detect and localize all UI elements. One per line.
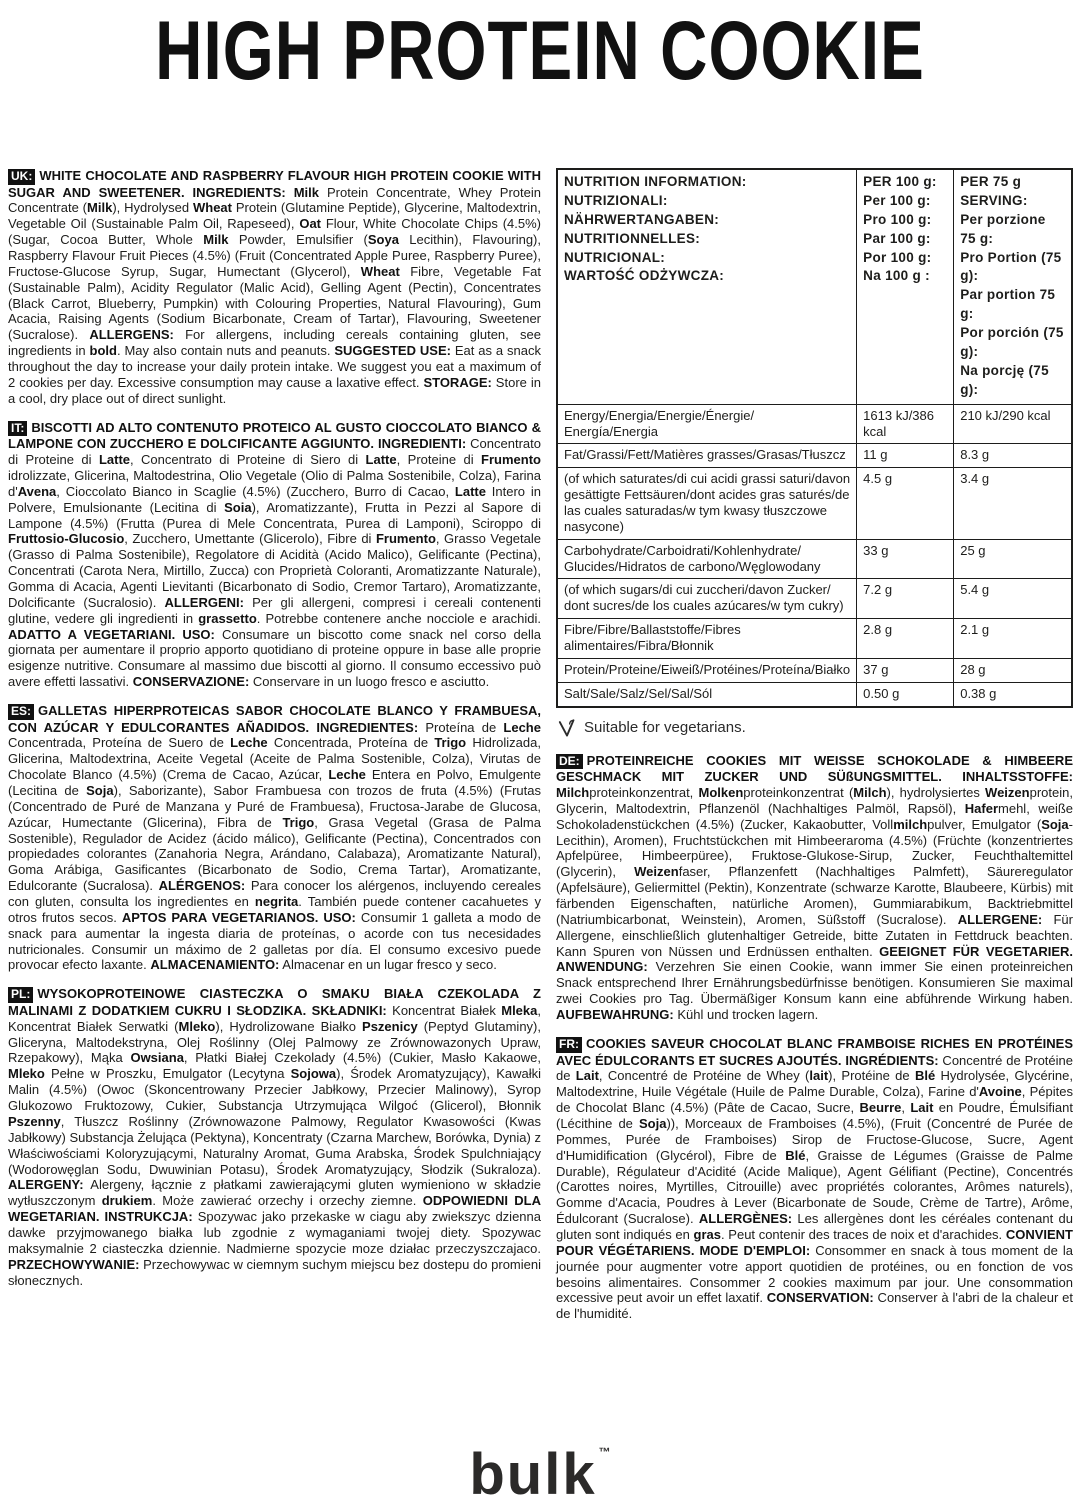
value-per-100g: 2.8 g bbox=[857, 619, 954, 659]
nutrient-label: Fat/Grassi/Fett/Matières grasses/Grasas/Tłuszcz bbox=[557, 444, 857, 468]
nutrition-row bbox=[557, 539, 1072, 579]
lang-badge-fr: FR: bbox=[556, 1037, 582, 1053]
value-per-100g: 7.2 g bbox=[857, 579, 954, 619]
value-per-100g: 1613 kJ/386 kcal bbox=[857, 404, 954, 444]
left-column bbox=[8, 168, 541, 1301]
lang-badge-pl: PL: bbox=[8, 987, 33, 1003]
value-per-100g: 11 g bbox=[857, 444, 954, 468]
nutrition-table bbox=[556, 168, 1073, 708]
brand-logo bbox=[0, 1442, 1080, 1507]
lang-badge-it: IT: bbox=[8, 421, 27, 437]
trademark-symbol: ™ bbox=[598, 1445, 611, 1460]
ingredients-text-de: PROTEINREICHE COOKIES MIT WEISSE SCHOKOLADE & HIMBEERE GESCHMACK MIT ZUCKER UND SÜßUNGSMITTEL. INHALTSSTOFFE: Milchproteinkonzentrat, Molkenproteinkonzentrat (Milch), hydrolysiertes Weizenprotein, Glycerin, Maltodextrin, Pflanzenöl (Nachhaltiges Palmöl, Rapsöl), Hafermehl, weiße Schokoladenstückchen (4.5%) (Zucker, Kakaobutter, Vollmilchpulver, Emulgator (Soja-Lecithin), Aromen), Fruchtstückchen mit Himbeeraroma (4.5%) (Früchte (konzentriertes Apfelpüree, Himbeerpüree), Fruktose-Glukose-Sirup, Zucker, Feuchthaltemittel (Glycerin), Weizenfaser, Pflanzenfett (Nachhaltiges Palmfett), Säureregulator (Apfelsäure), Geliermittel (Pektin), Konzentrate (schwarze Karotte, Blaubeere, Kürbis) mit färbenden Eigenschaften, natürliche Aromen), Gummiarabikum, Backtriebmittel (Natriumbicarbonat, Weinstein), Aromen, Süßstoff (Sucralose). ALLERGENE: Für Allergene, einschließlich glutenhaltiger Getreide, bitte Zutaten in Fettdruck beachten. Kann Spuren von Nüssen und Erdnüssen enthalten. GEEIGNET FÜR VEGETARIER. ANWENDUNG: Verzehren Sie einen Cookie, wann immer Sie einen proteinreichen Snack entsprechend Ihrer Ernährungsbedürfnisse benötigen. Konsumieren Sie maximal zwei Cookies pro Tag. Übermäßiger Konsum kann eine abführende Wirkung haben. AUFBEWAHRUNG: Kühl und trocken lagern. bbox=[556, 752, 1073, 1023]
ingredients-section-es bbox=[8, 703, 541, 973]
nutrient-label: (of which saturates/di cui acidi grassi saturi/davon gesättigte Fettsäuren/dont acides gras saturés/de las cuales saturadas/w tym kwasy tłuszczowe nasycone) bbox=[557, 468, 857, 539]
ingredients-section-fr bbox=[556, 1036, 1073, 1322]
nutrient-label: Fibre/Fibre/Ballaststoffe/Fibres alimentaires/Fibra/Błonnik bbox=[557, 619, 857, 659]
nutrition-row bbox=[557, 579, 1072, 619]
table-header-line: Por porción (75 g): bbox=[960, 325, 1064, 360]
value-per-75g: 8.3 g bbox=[954, 444, 1072, 468]
nutrition-row bbox=[557, 619, 1072, 659]
table-header-line: Per 100 g: bbox=[863, 192, 931, 208]
nutrient-label: Energy/Energia/Energie/Énergie/ Energía/Energia bbox=[557, 404, 857, 444]
ingredients-section-it bbox=[8, 420, 541, 690]
table-header-line: Par portion 75 g: bbox=[960, 287, 1056, 322]
value-per-75g: 28 g bbox=[954, 658, 1072, 682]
nutrient-label: Protein/Proteine/Eiweiß/Protéines/Proteína/Białko bbox=[557, 658, 857, 682]
ingredients-section-pl bbox=[8, 986, 541, 1288]
nutrition-header-per-75g-serving bbox=[954, 169, 1072, 404]
value-per-100g: 33 g bbox=[857, 539, 954, 579]
value-per-75g: 210 kJ/290 kcal bbox=[954, 404, 1072, 444]
lang-badge-uk: UK: bbox=[8, 169, 35, 185]
table-header-line: Per porzione 75 g: bbox=[960, 211, 1046, 246]
nutrition-row bbox=[557, 468, 1072, 539]
ingredients-text-it: BISCOTTI AD ALTO CONTENUTO PROTEICO AL GUSTO CIOCCOLATO BIANCO & LAMPONE CON ZUCCHERO E DOLCIFICANTE AGGIUNTO. INGREDIENTI: Concentrato di Proteine di Latte, Concentrato di Proteine di Siero di Latte, Proteine di Frumento idrolizzate, Glicerina, Maltodestrina, Olio Vegetale (Olio di Palma Sostenibile, Colza), Farina d'Avena, Cioccolato Bianco in Scaglie (4.5%) (Zucchero, Burro di Cacao, Latte Intero in Polvere, Emulsionante (Lecitina di Soia), Aromatizzante), Frutta in Pezzi al Sapore di Lampone (4.5%) (Frutta (Purea di Mele Concentrata, Purea di Lamponi), Sciroppo di Fruttosio-Glucosio, Zucchero, Umettante (Glicerolo), Fibre di Frumento, Grasso Vegetale (Grasso di Palma Sostenibile), Regolatore di Acidità (Acido Malico), Gelificante (Pectina), Concentrati (Carota Nera, Mirtillo, Zucca) con Proprietà Coloranti, Aromatizzante Naturale), Gomma di Acacia, Agenti Lievitanti (Bicarbonato di Sodio, Cremor Tartaro), Aromatizzante, Dolcificante (Sucralosio). ALLERGENI: Per gli allergeni, compresi i cereali contenenti glutine, vedere gli ingredienti in grassetto. Potrebbe contenere anche nocciole e arachidi. ADATTO A VEGETARIANI. USO: Consumare un biscotto come snack nel corso della giornata per aumentare il proprio apporto quotidiano di proteine oppure in base alle proprie esigenze nutritive. Consumare al massimo due biscotti al giorno. Il consumo eccessivo può avere effetti lassativi. CONSERVAZIONE: Conservare in un luogo fresco e asciutto. bbox=[8, 419, 542, 690]
brand-logo-text: bulk bbox=[469, 1442, 597, 1507]
vegetarian-text: Suitable for vegetarians. bbox=[584, 718, 746, 736]
value-per-75g: 3.4 g bbox=[954, 468, 1072, 539]
ingredients-text-pl: WYSOKOPROTEINOWE CIASTECZKA O SMAKU BIAŁA CZEKOLADA Z MALINAMI Z DODATKIEM CUKRU I SŁODZIKA. SKŁADNIKI: Koncentrat Białek Mleka, Koncentrat Białek Serwatki (Mleko), Hydrolizowane Białko Pszenicy (Peptyd Glutaminy), Gliceryna, Maltodekstryna, Olej Roślinny (Olej Palmowy ze Zrównowazonych Upraw, Rzepakowy), Mąka Owsiana, Płatki Białej Czekolady (4.5%) (Cukier, Masło Kakaowe, Mleko Pełne w Proszku, Emulgator (Lecytyna Sojowa), Środek Aromatyzujący), Kawałki Malin (4.5%) (Owoc (Skoncentrowany Przecier Jabłkowy, Przecier Malinowy), Syrop Glukozowo Fruktozowy, Cukier, Substancja Utrzymująca Wilgoć (Glicerol), Błonnik Pszenny, Tłuszcz Roślinny (Zrównowazone Palmowy, Regulator Kwasowości (Kwas Jabłkowy) Substancja Żelująca (Pektyna), Koncentraty (Czarna Marchew, Borówka, Dynia) z Właściwościami Koloryzującymi, Naturalny Aromat, Guma Arabska, Środek Spulchniający (Wodorowęglan Sodu, Dwuwinian Potasu), Środek Aromatyzujący, Słodzik (Sukraloza). ALERGENY: Alergeny, łącznie z płatkami zawierającymi gluten wymieniono w składzie wytłuszczonym drukiem. Może zawierać orzechy i orzechy ziemne. ODPOWIEDNI DLA WEGETARIAN. INSTRUKCJA: Spozywac jako przekaske w ciagu aby zwiekszyc dzienna dawke przyjmowanego białka lub zgodnie z wymaganiami twojej diety. Spozywac maksymalnie 2 ciasteczka dziennie. Nadmierne spozycie moze działac przeczyszczajaco. PRZECHOWYWANIE: Przechowywac w ciemnym suchym miejscu bez dostepu do promieni słonecznych. bbox=[8, 986, 541, 1288]
nutrition-table-header bbox=[557, 169, 1072, 404]
value-per-100g: 4.5 g bbox=[857, 468, 954, 539]
nutrition-table-body bbox=[557, 404, 1072, 706]
table-header-line: NUTRIZIONALI: bbox=[564, 192, 668, 208]
value-per-75g: 5.4 g bbox=[954, 579, 1072, 619]
lang-badge-de: DE: bbox=[556, 754, 583, 770]
table-header-line: Pro 100 g: bbox=[863, 211, 932, 227]
ingredients-section-de bbox=[556, 753, 1073, 1023]
ingredients-text-uk: WHITE CHOCOLATE AND RASPBERRY FLAVOUR HIGH PROTEIN COOKIE WITH SUGAR AND SWEETENER. INGREDIENTS: Milk Protein Concentrate, Whey Protein Concentrate (Milk), Hydrolysed Wheat Protein (Glutamine Peptide), Glycerine, Maltodextrin, Vegetable Oil (Sustainable Palm Oil, Rapeseed), Oat Flour, White Chocolate Chips (4.5%) (Sugar, Cocoa Butter, Whole Milk Powder, Emulsifier (Soya Lecithin), Flavouring), Raspberry Flavour Fruit Pieces (4.5%) (Fruit (Concentrated Apple Puree, Raspberry Puree), Fructose-Glucose Syrup, Sugar, Humectant (Glycerol), Wheat Fibre, Vegetable Fat (Sustainable Palm), Acidity Regulator (Malic Acid), Gelling Agent (Pectin), Concentrates (Black Carrot, Blueberry, Pumpkin) with Colouring Properties, Natural Flavouring), Gum Acacia, Raising Agents (Sodium Bicarbonate, Cream of Tartar), Flavouring, Sweetener (Sucralose). ALLERGENS: For allergens, including cereals containing gluten, see ingredients in bold. May also contain nuts and peanuts. SUGGESTED USE: Eat as a snack throughout the day to increase your daily protein intake. We suggest you eat a maximum of 2 cookies per day. Excessive consumption may cause a laxative effect. STORAGE: Store in a cool, dry place out of direct sunlight. bbox=[8, 168, 541, 406]
table-header-line: NUTRITIONNELLES: bbox=[564, 230, 701, 246]
nutrient-label: Carbohydrate/Carboidrati/Kohlenhydrate/ Glucides/Hidratos de carbono/Węglowodany bbox=[557, 539, 857, 579]
nutrition-row bbox=[557, 658, 1072, 682]
value-per-75g: 0.38 g bbox=[954, 682, 1072, 706]
vegetarian-note bbox=[558, 718, 1073, 737]
table-header-line: Par 100 g: bbox=[863, 230, 931, 246]
ingredients-text-es: GALLETAS HIPERPROTEICAS SABOR CHOCOLATE BLANCO Y FRAMBUESA, CON AZÚCAR Y EDULCORANTES AÑADIDOS. INGREDIENTES: Proteína de Leche Concentrada, Proteína de Suero de Leche Concentrada, Proteína de Trigo Hidrolizada, Glicerina, Maltodextrina, Aceite Vegetal (Aceite de Palma Sostenible, Colza), Virutas de Chocolate Blanco (4.5%) (Crema de Cacao, Azúcar, Leche Entera en Polvo, Emulgente (Lecitina de Soja), Saborizante), Sabor Frambuesa con trozos de fruta (4.5%) (Frutas (Concentrado de Puré de Manzana y Puré de Frambuesa), Fructosa-Jarabe de Glucosa, Azúcar, Humectante (Glicerina), Fibra de Trigo, Grasa Vegetal (Grasa de Palma Sostenible), Regulador de Acidez (ácido málico), Gelificante (Pectina), Concentrados con propiedades colorantes (Zanahoria Negra, Arándano, Calabaza), Aromatizante Natural), Goma Arábiga, Gasificantes (Bicarbonato de Sodio, Crema Tartar), Aromatizante, Edulcorante (Sucralosa). ALÉRGENOS: Para conocer los alérgenos, incluyendo cereales con gluten, consulta los ingredientes en negrita. También puede contener cacahuetes y otros frutos secos. APTOS PARA VEGETARIANOS. USO: Consumir 1 galleta a modo de snack para aumentar la ingesta diaria de proteínas, o acorde con tus necesidades nutricionales. Consumir un máximo de 2 galletas por día. El consumo excesivo puede provocar efecto laxante. ALMACENAMIENTO: Almacenar en un lugar fresco y seco. bbox=[8, 702, 541, 973]
right-column bbox=[556, 168, 1073, 1335]
ingredients-section-uk bbox=[8, 168, 541, 407]
table-header-line: WARTOŚĆ ODŻYWCZA: bbox=[564, 268, 725, 284]
table-header-line: Na 100 g : bbox=[863, 268, 930, 284]
table-header-line: PER 100 g: bbox=[863, 174, 937, 189]
page-title: HIGH PROTEIN COOKIE bbox=[155, 5, 925, 98]
value-per-75g: 2.1 g bbox=[954, 619, 1072, 659]
vegetarian-icon bbox=[558, 718, 576, 737]
table-header-line: NUTRITION INFORMATION: bbox=[564, 174, 747, 189]
nutrition-header-per-100g bbox=[857, 169, 954, 404]
nutrition-row bbox=[557, 682, 1072, 706]
table-header-line: Por 100 g: bbox=[863, 249, 932, 265]
nutrition-row bbox=[557, 404, 1072, 444]
nutrition-row bbox=[557, 444, 1072, 468]
nutrient-label: Salt/Sale/Salz/Sel/Sal/Sól bbox=[557, 682, 857, 706]
value-per-75g: 25 g bbox=[954, 539, 1072, 579]
nutrient-label: (of which sugars/di cui zuccheri/davon Zucker/ dont sucres/de los cuales azúcares/w tym cukry) bbox=[557, 579, 857, 619]
table-header-line: Na porcję (75 g): bbox=[960, 362, 1049, 397]
nutrition-header-languages bbox=[557, 169, 857, 404]
lang-badge-es: ES: bbox=[8, 704, 34, 720]
table-header-line: NUTRICIONAL: bbox=[564, 249, 666, 265]
value-per-100g: 0.50 g bbox=[857, 682, 954, 706]
table-header-line: PER 75 g SERVING: bbox=[960, 174, 1028, 208]
table-header-line: Pro Portion (75 g): bbox=[960, 249, 1062, 284]
value-per-100g: 37 g bbox=[857, 658, 954, 682]
ingredients-text-fr: COOKIES SAVEUR CHOCOLAT BLANC FRAMBOISE RICHES EN PROTÉINES AVEC ÉDULCORANTS ET SUCRES AJOUTÉS. INGRÉDIENTS: Concentré de Protéine de Lait, Concentré de Protéine de Whey (lait), Protéine de Blé Hydrolysée, Glycérine, Maltodextrine, Huile Végétale (Huile de Palme Durable, Colza), Farine d'Avoine, Pépites de Chocolat Blanc (4.5%) (Pâte de Cacao, Sucre, Beurre, Lait en Poudre, Émulsifiant (Lécithine de Soja)), Morceaux de Framboises (4.5%), (Fruit (Concentré de Purée de Pommes, Purée de Framboises) Sirop de Fructose-Glucose, Sucre, Agent d'Humidification (Glycérol), Fibre de Blé, Graisse de Légumes (Graisse de Palme Durable), Régulateur d'Acidité (Acide Malique), Agent Gélifiant (Pectine), Concentrés (Carottes noires, Myrtilles, Citrouille) avec propriétés colorantes, Arômes naturels), Gomme d'Acacia, Poudres à Lever (Bicarbonate de Soude, Crème de Tartre), Arôme, Édulcorant (Sucralose). ALLERGÈNES: Les allergènes dont les céréales contenant du gluten sont indiqués en gras. Peut contenir des traces de noix et d'arachides. CONVIENT POUR VÉGÉTARIENS. MODE D'EMPLOI: Consommer en snack à tous moment de la journée pour augmenter votre apport quotidien de protéines, ou en fonction de vos besoins alimentaires. Consommer 2 cookies maximum par jour. Une consommation excessive peut avoir un effet laxatif. CONSERVATION: Conserver à l'abri de la chaleur et de l'humidité. bbox=[556, 1035, 1074, 1322]
table-header-line: NÄHRWERTANGABEN: bbox=[564, 211, 720, 227]
